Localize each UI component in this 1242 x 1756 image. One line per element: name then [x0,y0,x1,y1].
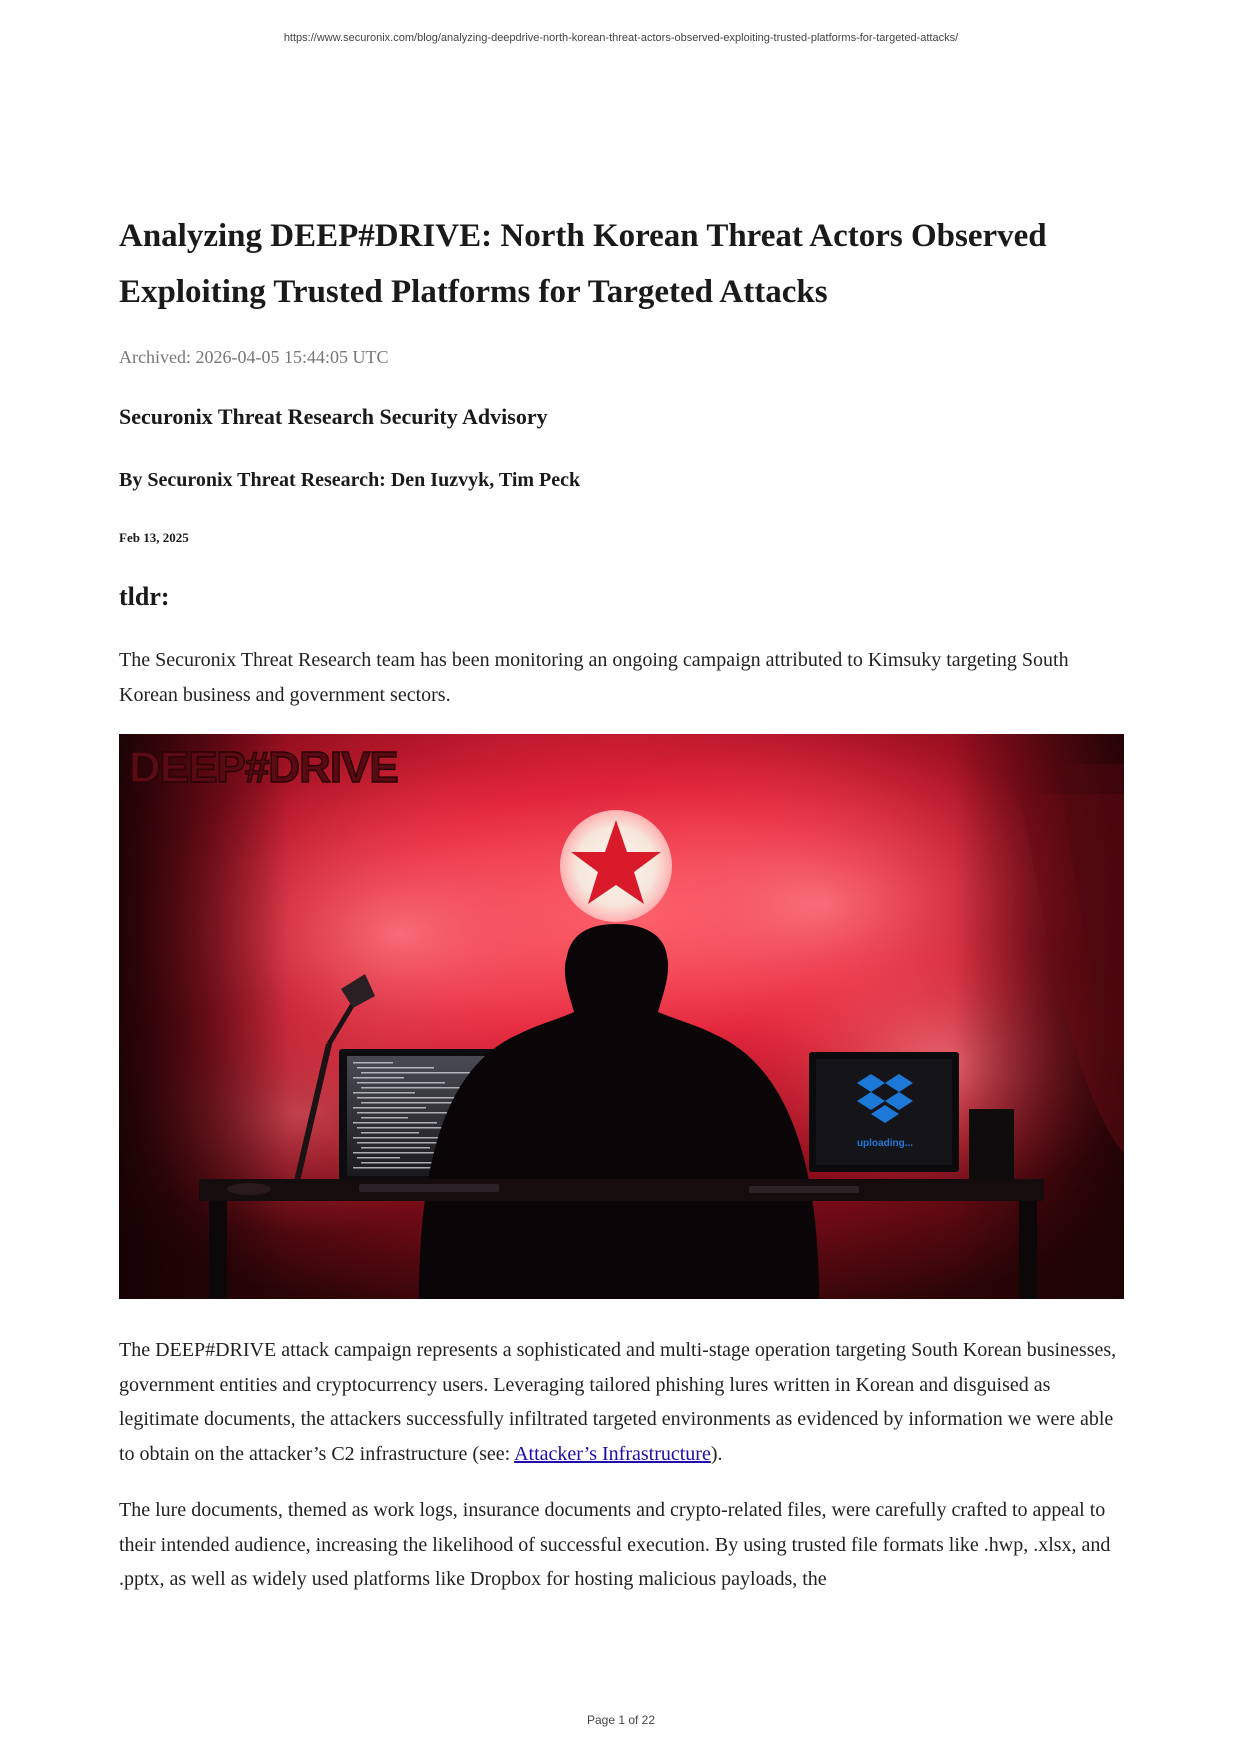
byline: By Securonix Threat Research: Den Iuzvyk, Tim Peck [119,469,581,491]
intro-paragraph-text: The DEEP#DRIVE attack campaign represents a sophisticated and multi-stage operation targeting South Korean businesses, government entities and cryptocurrency users. Leveraging tailored phishing lures written in Korean and disguised as legitimate documents, the attackers successfully infiltrated targeted environments as evidenced by information we were able to obtain on the attacker’s C2 infrastructure (see: [119,1339,1117,1465]
page-url: https://www.securonix.com/blog/analyzing-deepdrive-north-korean-threat-actors-observed-exploiting-trusted-platforms-for-targeted-attacks/ [283,32,959,44]
archived-timestamp: Archived: 2026-04-05 15:44:05 UTC [119,347,389,367]
tldr-heading: tldr: [119,582,170,611]
lure-paragraph: The lure documents, themed as work logs, insurance documents and crypto-related files, were carefully crafted to appeal to their intended audience, increasing the likelihood of successful execution. By using trusted file formats like .hwp, .xlsx, and .pptx, as well as widely used platforms like Dropbox for hosting malicious payloads, the [119,1499,1111,1590]
article-title: Analyzing DEEP#DRIVE: North Korean Threat Actors Observed Exploiting Trusted Platforms for Targeted Attacks [119,218,1047,310]
hero-image [119,734,1124,1299]
tldr-paragraph: The Securonix Threat Research team has been monitoring an ongoing campaign attributed to Kimsuky targeting South Korean business and government sectors. [119,649,1069,706]
hero-overlay-text: DEEP#DRIVE [129,743,398,792]
page-number: Page 1 of 22 [586,1713,656,1727]
advisory-label: Securonix Threat Research Security Advisory [119,404,548,429]
article [119,208,1124,1597]
hero-screen-text: uploading... [856,1138,914,1149]
intro-paragraph-end: ). [710,1442,723,1465]
publish-date: Feb 13, 2025 [119,530,189,545]
intro-paragraph [119,1333,1124,1471]
attacker-infrastructure-link[interactable]: Attacker’s Infrastructure [514,1442,711,1465]
